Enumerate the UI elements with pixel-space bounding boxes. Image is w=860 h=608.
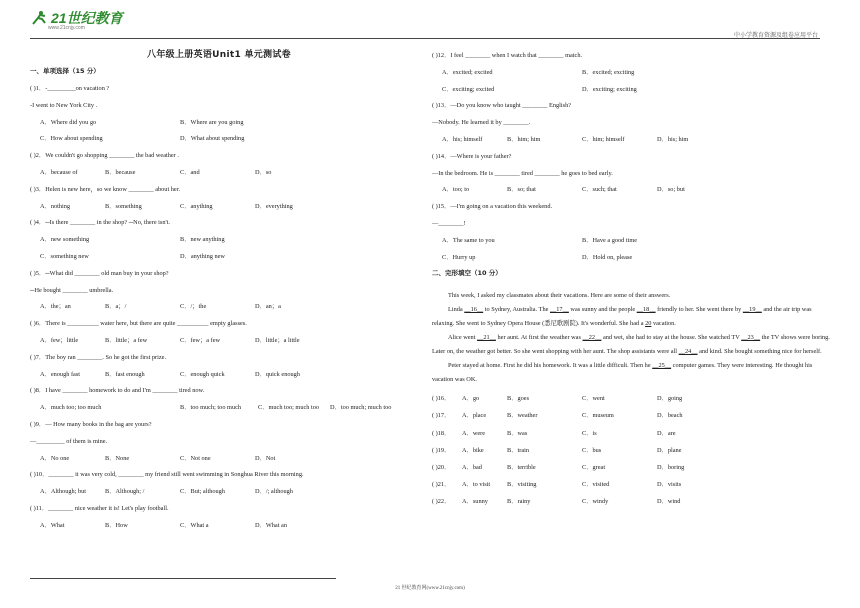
option-a: A．to visit [462,481,491,489]
passage-text: and wet, she had to stay at the house. She watched TV [601,334,742,342]
option-d: D．everything [255,202,293,210]
question-stem: ( )1．-_________on vacation ? [30,85,110,92]
option-c: C．anything [180,202,213,210]
blank: __23__ [741,334,761,342]
option-d: D．plane [657,446,682,454]
option-row [432,136,830,153]
option-c: C．such; that [582,186,617,194]
option-b: B．was [507,429,528,437]
passage-para-4 [432,359,830,387]
question-stem: ( )11．________ nice weather it is! Let's play football. [30,504,169,512]
option-a: A．Where did you go [40,118,97,126]
blank: __16__ [464,306,484,314]
question-dialog: —_________ of them is mine. [30,437,108,445]
option-b: B．weather [507,412,538,420]
option-b: B．Where are you going [180,118,244,126]
question-stem: ( )10．________ it was very cold, ________ my friend still went swimming in Songhua River this morning. [30,471,304,479]
option-row [30,404,408,421]
option-row [30,253,408,270]
option-c: C．and [180,168,200,176]
option-b: B．little；a few [105,336,148,344]
option-c: C．/；the [180,303,207,311]
option-b: D．anything new [180,252,225,260]
passage-text: and kind. She bought something nice for herself. [697,348,822,356]
option-row [30,135,408,152]
cloze-option-row [432,447,830,464]
option-c: C．But; although [180,488,225,496]
option-c: C．is [582,429,597,437]
option-a: C．Hurry up [442,253,476,261]
question-number: ( )18． [432,429,451,437]
option-d: D．boring [657,463,685,471]
runner-logo-icon [30,10,48,26]
option-b: B．excited; exciting [582,68,635,76]
option-b: B．him; him [507,135,541,143]
blank: __17__ [549,306,569,314]
passage-text: Linda [448,306,465,314]
passage-text: friendly to her. She went there by [655,306,743,314]
passage-text: Alice went [448,334,478,342]
question-number: ( )22． [432,498,451,506]
option-b: B．goes [507,395,530,403]
option-d: D．beach [657,412,683,420]
page-title: 八年级上册英语Unit1 单元测试卷 [147,50,291,60]
option-a: A．bike [462,446,484,454]
option-row [30,203,408,220]
option-c: C．museum [582,412,614,420]
question-stem: ( )8．I have ________ homework to do and I'm ________ tired now. [30,387,205,395]
option-a: A．go [462,395,480,403]
option-c: C．went [582,395,605,403]
passage-text: the TV shows were boring. Later on, the weather got better. So she went shopping with her aunt. The shop assistants were all [432,334,830,356]
option-a: C．something new [40,252,89,260]
cloze-options [432,395,830,515]
option-a: A．because of [40,168,78,176]
cloze-option-row [432,464,830,481]
passage-text: Peter stayed at home. First he did his homework. It was a little difficult. Then he [448,362,653,370]
question-dialog: ─He bought ________ umbrella. [30,286,114,294]
option-b: B．something [105,202,142,210]
question-stem: ( )15．—I'm going on a vacation this weekend. [432,203,553,211]
question-number: ( )17． [432,412,451,420]
question-stem: ( )12．I feel ________ when I watch that ________ match. [432,52,583,59]
option-a: A．bad [462,463,482,471]
question-stem: ( )14．—Where is your father? [432,152,512,160]
option-b: B．Have a good time [582,236,638,244]
passage [432,289,830,387]
blank: __25__ [652,362,672,370]
option-row [30,119,408,136]
option-a: A．were [462,429,486,437]
option-d: D．so [255,168,272,176]
option-d: D．Not [255,454,276,462]
option-a: A．too; to [442,186,470,194]
question-stem: ( )5．─What did ________ old man buy in your shop? [30,269,169,277]
option-d: D．/; although [255,488,293,496]
passage-para-3 [432,331,830,359]
option-row [432,237,830,254]
blank: __21__ [477,334,496,342]
blank: __22__ [582,334,602,342]
passage-text: was sunny and the people [568,306,637,314]
option-a: A．Although; but [40,488,87,496]
option-b: B．too much; too much [180,404,242,412]
option-b: D．exciting; exciting [582,85,637,93]
option-a: A．The same to you [442,236,495,244]
option-d: D．quick enough [255,370,300,378]
option-a: C．exciting; excited [442,85,495,93]
blank: __18__ [636,306,656,314]
passage-text: her aunt. At first the weather was [495,334,583,342]
option-a: A．much too; too much [40,404,102,412]
cloze-option-row [432,498,830,515]
option-row [432,69,830,86]
option-b: D．Hold on, please [582,253,633,261]
option-a: A．No one [40,454,70,462]
option-d: D．visits [657,481,682,489]
option-d: D．little；a little [255,336,300,344]
question-stem: ( )3．Helen is new here，so we know ________ about her. [30,185,181,193]
option-d: D．so; but [657,186,685,194]
question-dialog: —Nobody. He learned it by ________. [432,119,531,127]
option-row [30,371,408,388]
option-row [30,455,408,472]
cloze-option-row [432,481,830,498]
option-b: B．visiting [507,481,537,489]
option-b: B．a；/ [105,303,127,311]
section-heading-1: 一、单项选择（15 分） [30,67,100,75]
option-row [30,337,408,354]
option-row [30,522,408,539]
question-stem: ( )4．─Is there ________ in the shop? ─No, there isn't. [30,219,170,227]
option-a: A．his; himself [442,135,483,143]
header-divider [30,38,820,39]
option-c: C．Not one [180,454,211,462]
passage-text: vacation. [651,320,676,328]
passage-text: computer games. They were interesting. He thought his vacation was OK. [432,362,813,384]
question-stem: ( )6．There is __________ water here, but there are quite __________ empty glasses. [30,320,247,328]
question-number: ( )21． [432,481,451,489]
option-row [432,254,830,271]
passage-para-2 [432,303,830,331]
option-a: A．enough fast [40,370,81,378]
question-stem: ( )9．— How many books in the bag are yours? [30,420,152,428]
option-b: B．fast enough [105,370,145,378]
right-question-list [432,52,830,287]
option-a: C．How about spending [40,135,103,143]
option-b: B．rainy [507,498,531,506]
option-d: D．too much; much too [330,404,392,412]
logo-text: 21世纪教育 [51,10,123,26]
option-row [432,86,830,103]
footer-divider [30,578,336,579]
option-b: D．What about spending [180,135,245,143]
cloze-option-row [432,412,830,429]
option-b: B．None [105,454,130,462]
option-d: D．his; him [657,135,689,143]
option-b: B．new anything [180,236,225,244]
question-number: ( )19． [432,446,451,454]
passage-text: to Sydney, Australia. The [483,306,550,314]
option-b: B．terrible [507,463,536,471]
option-c: C．visited [582,481,610,489]
passage-para-1: This week, I asked my classmates about their vacations. Here are some of their answers. [448,292,671,300]
right-column [432,52,830,515]
option-a: A．sunny [462,498,488,506]
footer-text: 21 世纪教育网(www.21cnjy.com) [395,586,465,591]
option-c: C．What a [180,521,209,529]
cloze-option-row [432,430,830,447]
option-b: B．so; that [507,186,536,194]
header-platform-text: 中小学教育资源及组卷应用平台 [733,32,818,39]
blank: __24__ [678,348,698,356]
option-d: D．an；a [255,303,281,311]
question-stem: ( )2．We couldn't go shopping ________ the bad weather . [30,152,179,160]
question-dialog: —In the bedroom. He is ________ tired ________ he goes to bed early. [432,169,613,177]
option-c: C．few；a few [180,336,221,344]
option-c: C．bus [582,446,602,454]
cloze-option-row [432,395,830,412]
option-row [30,236,408,253]
option-c: C．enough quick [180,370,225,378]
option-b: B．How [105,521,128,529]
passage-text: and the air trip was relaxing. She went to Sydney Opera House (悉尼歌剧院). It's wonderful. She had a [432,306,812,328]
logo-url: www.21cnjy.com [48,25,85,31]
blank: __19__ [742,306,762,314]
left-question-list [30,85,408,539]
question-dialog: —________! [432,219,466,227]
option-c: C．windy [582,498,609,506]
option-d: D．wind [657,498,681,506]
option-a: A．place [462,412,487,420]
option-b: B．Although; / [105,488,145,496]
option-row [30,488,408,505]
question-number: ( )16． [432,395,451,403]
option-a: A．new something [40,236,90,244]
option-a: A．What [40,521,65,529]
section-heading-2: 二、完形填空（10 分） [432,269,502,278]
left-column [30,52,408,539]
option-a: A．few；little [40,336,79,344]
option-row [432,186,830,203]
question-stem: ( )7．The boy ran ________. So he got the first prize. [30,353,167,361]
blank: 20 [645,320,652,328]
option-d: D．going [657,395,683,403]
option-b: B．train [507,446,530,454]
question-dialog: -I went to New York City . [30,101,98,109]
question-stem: ( )13．—Do you know who taught ________ English? [432,102,572,110]
option-row [30,303,408,320]
option-a: A．excited; excited [442,68,493,76]
option-a: A．the；an [40,303,71,311]
question-number: ( )20． [432,463,451,471]
option-d: D．What an [255,521,287,529]
option-d: D．are [657,429,676,437]
option-a: A．nothing [40,202,71,210]
option-row [30,169,408,186]
option-b: B．because [105,168,136,176]
option-c: C．him; himself [582,135,625,143]
option-c: C．great [582,463,606,471]
option-c: C．much too; much too [258,404,320,412]
